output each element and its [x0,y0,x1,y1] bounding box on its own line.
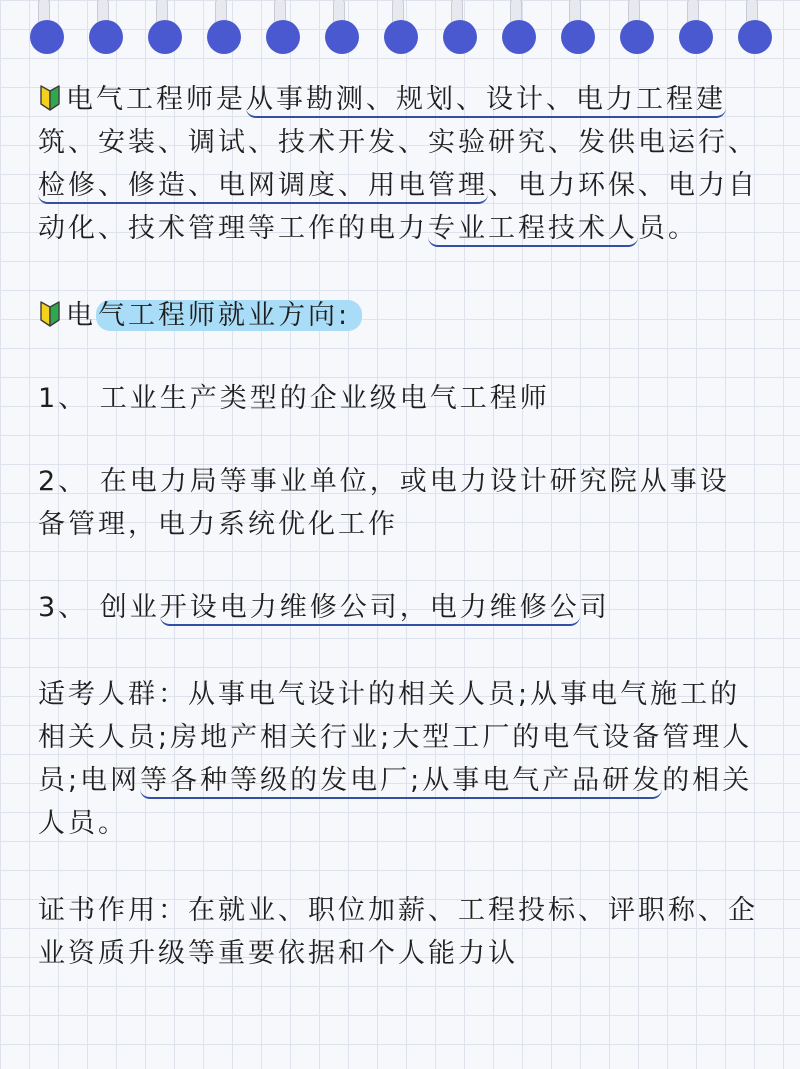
direction-item [38,460,758,546]
certificate-paragraph [38,889,758,975]
section-title [38,294,758,337]
section-title-lead: 电 [66,300,96,331]
intro-text-4: 员。 [638,213,698,244]
intro-paragraph [38,78,758,250]
binding-hole [266,20,300,54]
binding-hole [738,20,772,54]
certificate-text: 证书作用：在就业、职位加薪、工程投标、评职称、企业资质升级等重要依据和个人能力认 [38,895,758,969]
intro-underline-2: 检修、修造、电网调度、用电管理 [38,170,488,204]
direction-item-prefix: 3、 创业 [38,592,160,623]
binding-hole [384,20,418,54]
audience-underline: 等各种等级的发电厂;从事电气产品研发 [140,765,662,799]
beginner-mark-icon [38,300,62,328]
intro-text-3: 、电力环保、电力自动化、技术管理等工作的电力 [38,170,758,244]
binding-hole [148,20,182,54]
audience-text-2: 的相关人员。 [38,765,753,839]
binding-hole [207,20,241,54]
binding-hole [325,20,359,54]
binding-hole [502,20,536,54]
binding-hole [89,20,123,54]
direction-item-text: 2、 在电力局等事业单位，或电力设计研究院从事设备管理，电力系统优化工作 [38,466,730,540]
audience-paragraph [38,673,758,845]
binding-hole [620,20,654,54]
intro-text-2: 筑、安装、调试、技术开发、实验研究、发供电运行、 [38,127,758,158]
section-title-highlight: 气工程师就业方向: [96,300,362,331]
intro-text-1: 电气工程师是 [66,84,246,115]
binding-hole [561,20,595,54]
direction-item-suffix: 司 [579,592,610,623]
intro-underline-1: 从事勘测、规划、设计、电力工程建 [246,84,726,118]
direction-item [38,377,758,420]
intro-underline-3: 专业工程技术人 [428,213,638,247]
note-content [38,78,758,975]
direction-item-underline: 开设电力维修公司，电力维修公 [160,592,580,626]
notebook-binding [0,0,800,60]
audience-text-1: 适考人群：从事电气设计的相关人员;从事电气施工的相关人员;房地产相关行业;大型工厂的电气设备管理人员;电网 [38,679,753,796]
beginner-mark-icon [38,84,62,112]
direction-item-text: 1、 工业生产类型的企业级电气工程师 [38,383,550,414]
binding-hole [30,20,64,54]
binding-hole [443,20,477,54]
direction-item [38,586,758,629]
binding-hole [679,20,713,54]
